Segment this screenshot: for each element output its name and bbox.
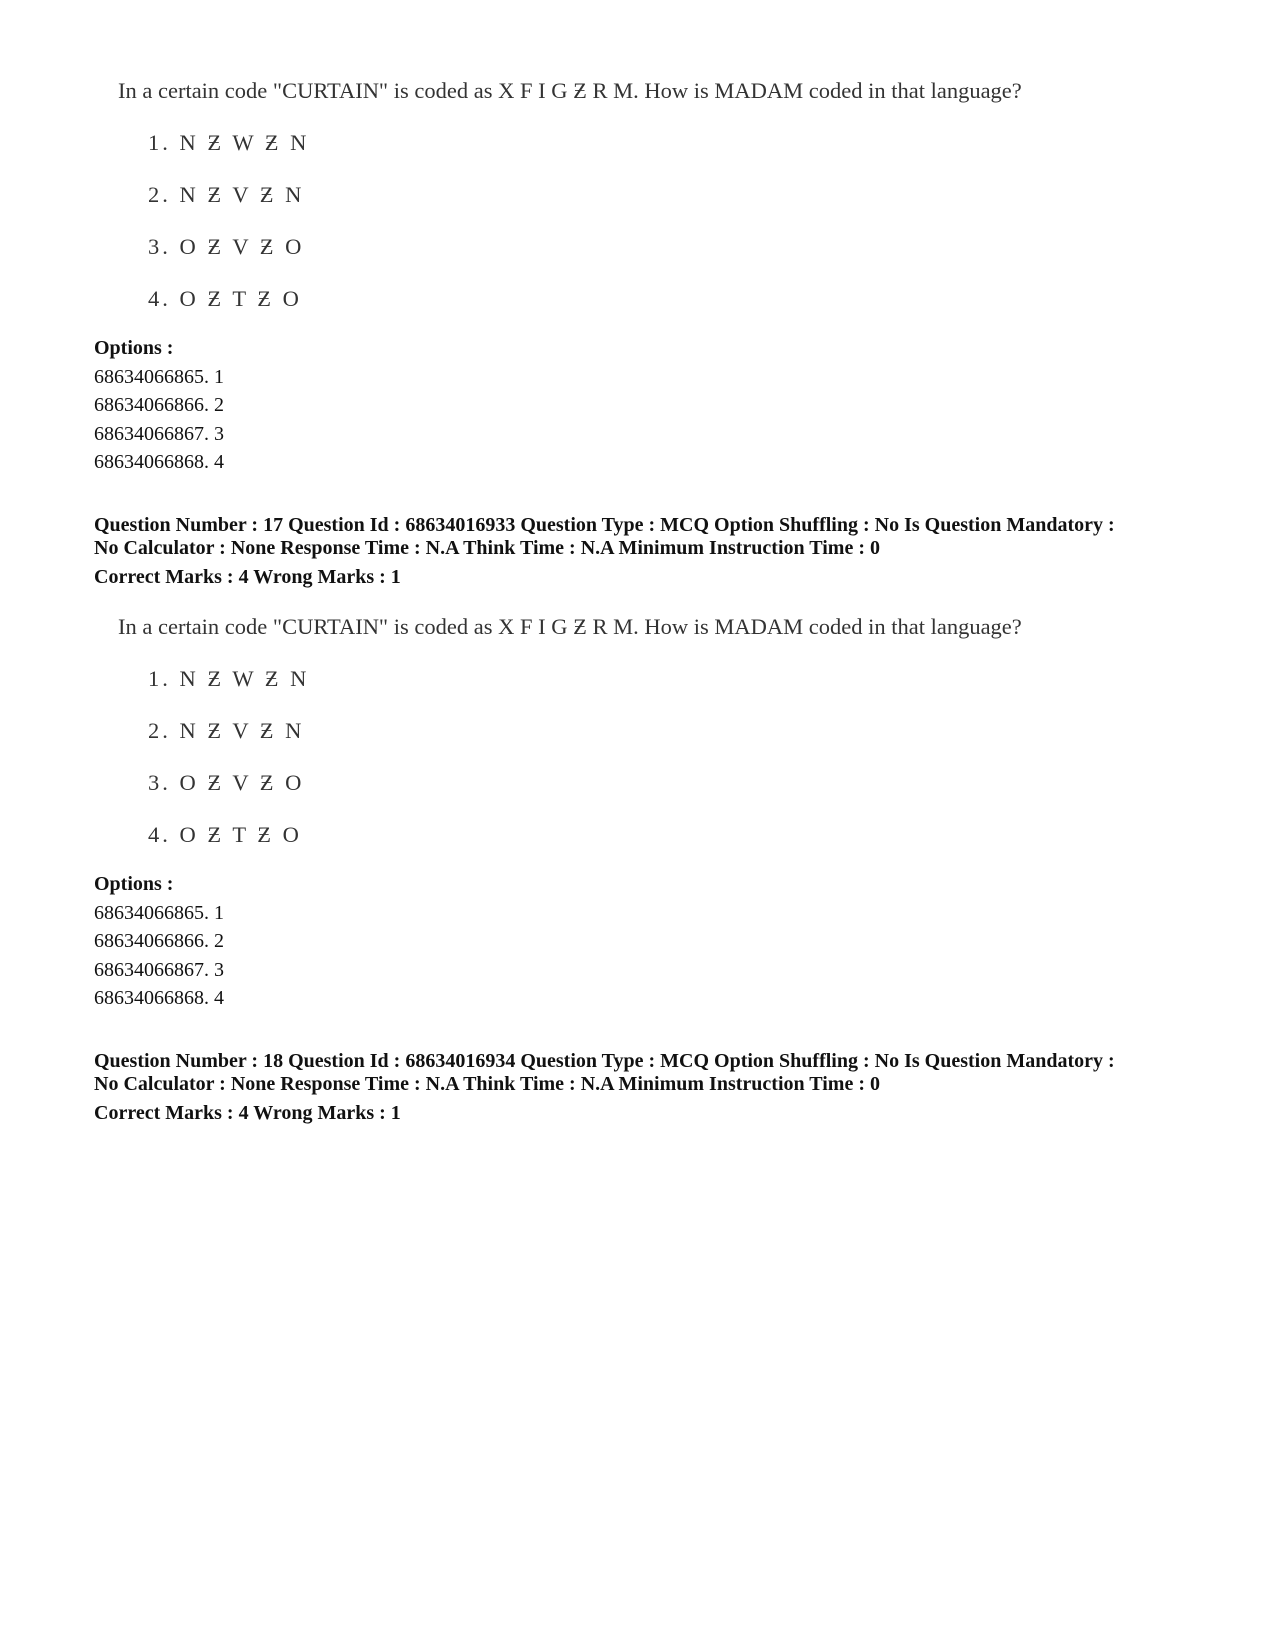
answer-choice: 4. O Ƶ T Ƶ O <box>148 286 302 311</box>
option-id-line: 68634066866. 2 <box>94 930 224 952</box>
question-meta-line-1: Question Number : 17 Question Id : 68634016933 Question Type : MCQ Option Shuffling : No Is Question Mandatory : <box>94 514 1115 536</box>
question-meta-line-1: Question Number : 18 Question Id : 68634016934 Question Type : MCQ Option Shuffling : No Is Question Mandatory : <box>94 1050 1115 1072</box>
answer-choice: 1. N Ƶ W Ƶ N <box>148 666 310 691</box>
option-id-line: 68634066866. 2 <box>94 394 224 416</box>
option-id-line: 68634066867. 3 <box>94 423 224 445</box>
option-id-line: 68634066868. 4 <box>94 987 224 1009</box>
option-id-line: 68634066865. 1 <box>94 366 224 388</box>
question-text: In a certain code "CURTAIN" is coded as X F I G Ƶ R M. How is MADAM coded in that language? <box>118 614 1022 639</box>
answer-choice: 2. N Ƶ V Ƶ N <box>148 182 305 207</box>
answer-choice: 4. O Ƶ T Ƶ O <box>148 822 302 847</box>
answer-choice: 3. O Ƶ V Ƶ O <box>148 234 305 259</box>
question-text: In a certain code "CURTAIN" is coded as X F I G Ƶ R M. How is MADAM coded in that language? <box>118 78 1022 103</box>
question-meta-line-2: No Calculator : None Response Time : N.A Think Time : N.A Minimum Instruction Time : 0 <box>94 1073 880 1095</box>
option-id-line: 68634066867. 3 <box>94 959 224 981</box>
question-meta-line-2: No Calculator : None Response Time : N.A Think Time : N.A Minimum Instruction Time : 0 <box>94 537 880 559</box>
marks-line: Correct Marks : 4 Wrong Marks : 1 <box>94 566 401 588</box>
answer-choice: 3. O Ƶ V Ƶ O <box>148 770 305 795</box>
marks-line: Correct Marks : 4 Wrong Marks : 1 <box>94 1102 401 1124</box>
options-label: Options : <box>94 873 174 895</box>
answer-choice: 2. N Ƶ V Ƶ N <box>148 718 305 743</box>
option-id-line: 68634066868. 4 <box>94 451 224 473</box>
options-label: Options : <box>94 337 174 359</box>
option-id-line: 68634066865. 1 <box>94 902 224 924</box>
answer-choice: 1. N Ƶ W Ƶ N <box>148 130 310 155</box>
